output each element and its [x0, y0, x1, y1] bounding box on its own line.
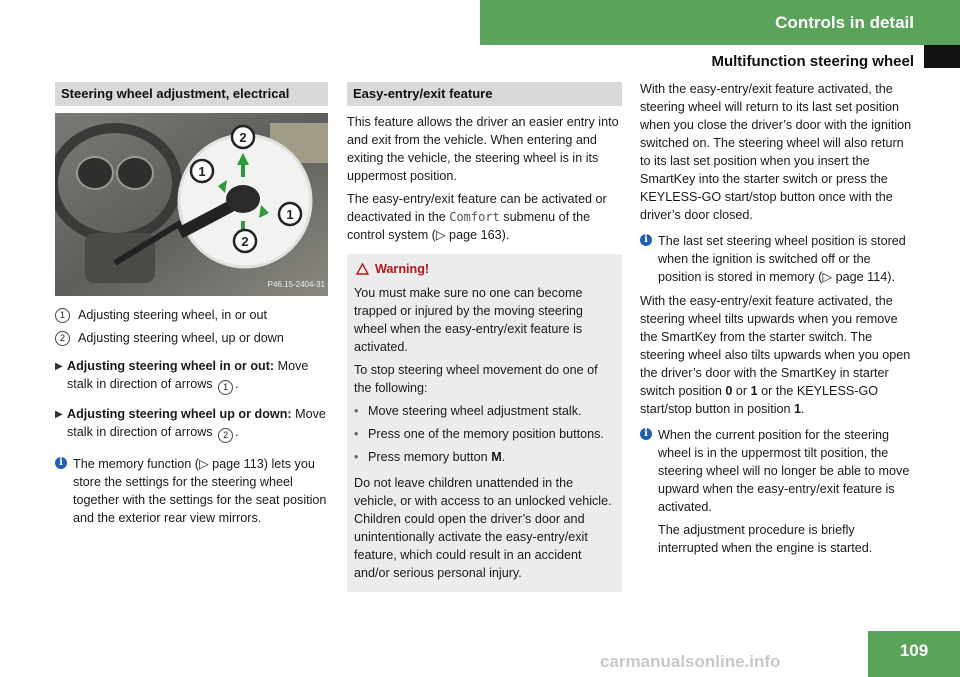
- warning-title: Warning!: [354, 260, 615, 278]
- list-item: • Press one of the memory position buttons.: [354, 427, 604, 441]
- column-1: [55, 82, 328, 527]
- number-circle-icon: 1: [218, 380, 233, 395]
- number-circle-icon: 2: [218, 428, 233, 443]
- info-note-uppermost: i When the current position for the steering wheel is in the uppermost tilt position, the steering wheel will no longer be able to move upward when the easy-entry/exit feature is activated. The adjustment procedure is briefly interrupted when the engine is started.: [640, 426, 915, 557]
- svg-text:1: 1: [198, 164, 206, 179]
- svg-text:2: 2: [241, 234, 249, 249]
- paragraph: This feature allows the driver an easier entry into and exit from the vehicle. When entering and exiting the vehicle, the steering wheel is in its uppermost position.: [347, 115, 619, 183]
- list-item: • Move steering wheel adjustment stalk.: [354, 404, 582, 418]
- steering-stalk-illustration: [55, 113, 328, 296]
- legend-item: 2 Adjusting steering wheel, up or down: [55, 329, 328, 347]
- heading-steering-adjustment: Steering wheel adjustment, electrical: [55, 82, 328, 106]
- menu-name: Comfort: [449, 210, 500, 224]
- list-item: • Press memory button M.: [354, 450, 506, 464]
- header-marker: [924, 45, 960, 68]
- steering-stalk-figure: [55, 113, 328, 296]
- info-icon: i: [640, 428, 652, 440]
- heading-easy-entry: Easy-entry/exit feature: [347, 82, 622, 106]
- info-icon: i: [640, 234, 652, 246]
- instruction-in-out: ▶ Adjusting steering wheel in or out: Move stalk in direction of arrows 1 .: [55, 357, 328, 395]
- column-2: [347, 82, 622, 592]
- warning-triangle-icon: [356, 263, 369, 275]
- paragraph: With the easy-entry/exit feature activated, the steering wheel will return to its last set position when you close the driver’s door with the ignition switched on. The steering wheel will also return to its last set position when you insert the SmartKey into the starter switch or press the KEYLESS-GO start/stop button once with the driver’s door closed.: [640, 82, 912, 222]
- info-note-stored: i The last set steering wheel position is stored when the ignition is switched off or the position is stored in memory (▷ page 114).: [640, 232, 915, 286]
- number-circle-icon: 2: [55, 331, 70, 346]
- paragraph: With the easy-entry/exit feature activated, the steering wheel tilts upwards when you remove the SmartKey from the starter switch. The steering wheel also tilts upwards when you open the driver’s door with the SmartKey in starter switch position 0 or 1 or the KEYLESS-GO start/stop button in position 1.: [640, 294, 911, 416]
- watermark: carmanualsonline.info: [600, 652, 781, 671]
- instruction-up-down: ▶ Adjusting steering wheel up or down: Move stalk in direction of arrows 2 .: [55, 405, 328, 443]
- step-arrow-icon: ▶: [55, 409, 63, 420]
- section-title: Multifunction steering wheel: [711, 53, 914, 70]
- chapter-title: Controls in detail: [775, 12, 914, 32]
- chapter-header: [480, 0, 960, 45]
- step-arrow-icon: ▶: [55, 361, 63, 372]
- number-circle-icon: 1: [55, 308, 70, 323]
- info-note-memory: i The memory function (▷ page 113) lets you store the settings for the steering wheel together with the settings for the seat position and the exterior rear view mirrors.: [55, 455, 328, 527]
- paragraph: The easy-entry/exit feature can be activated or deactivated in the Comfort submenu of the control system (▷ page 163).: [347, 192, 607, 242]
- svg-text:2: 2: [239, 130, 247, 145]
- warning-box: Warning! You must make sure no one can become trapped or injured by the moving steering wheel when the easy-entry/exit feature is activated. To stop steering wheel movement do one of the following: • Move steering wheel adjustment stalk. • Press one of the memory position buttons. • Press memory button M. Do not leave children unattended in the vehicle, or with access to an unlocked vehicle. Children could open the driver’s door and unintentionally activate the easy-entry/exit feature, which could result in an accident and/or serious personal injury.: [347, 254, 622, 592]
- info-icon: i: [55, 457, 67, 469]
- figure-code: P46.15-2404-31: [267, 280, 325, 289]
- column-3: [640, 80, 915, 557]
- svg-text:1: 1: [286, 207, 294, 222]
- page-number: 109: [868, 631, 960, 677]
- legend-item: 1 Adjusting steering wheel, in or out: [55, 306, 328, 324]
